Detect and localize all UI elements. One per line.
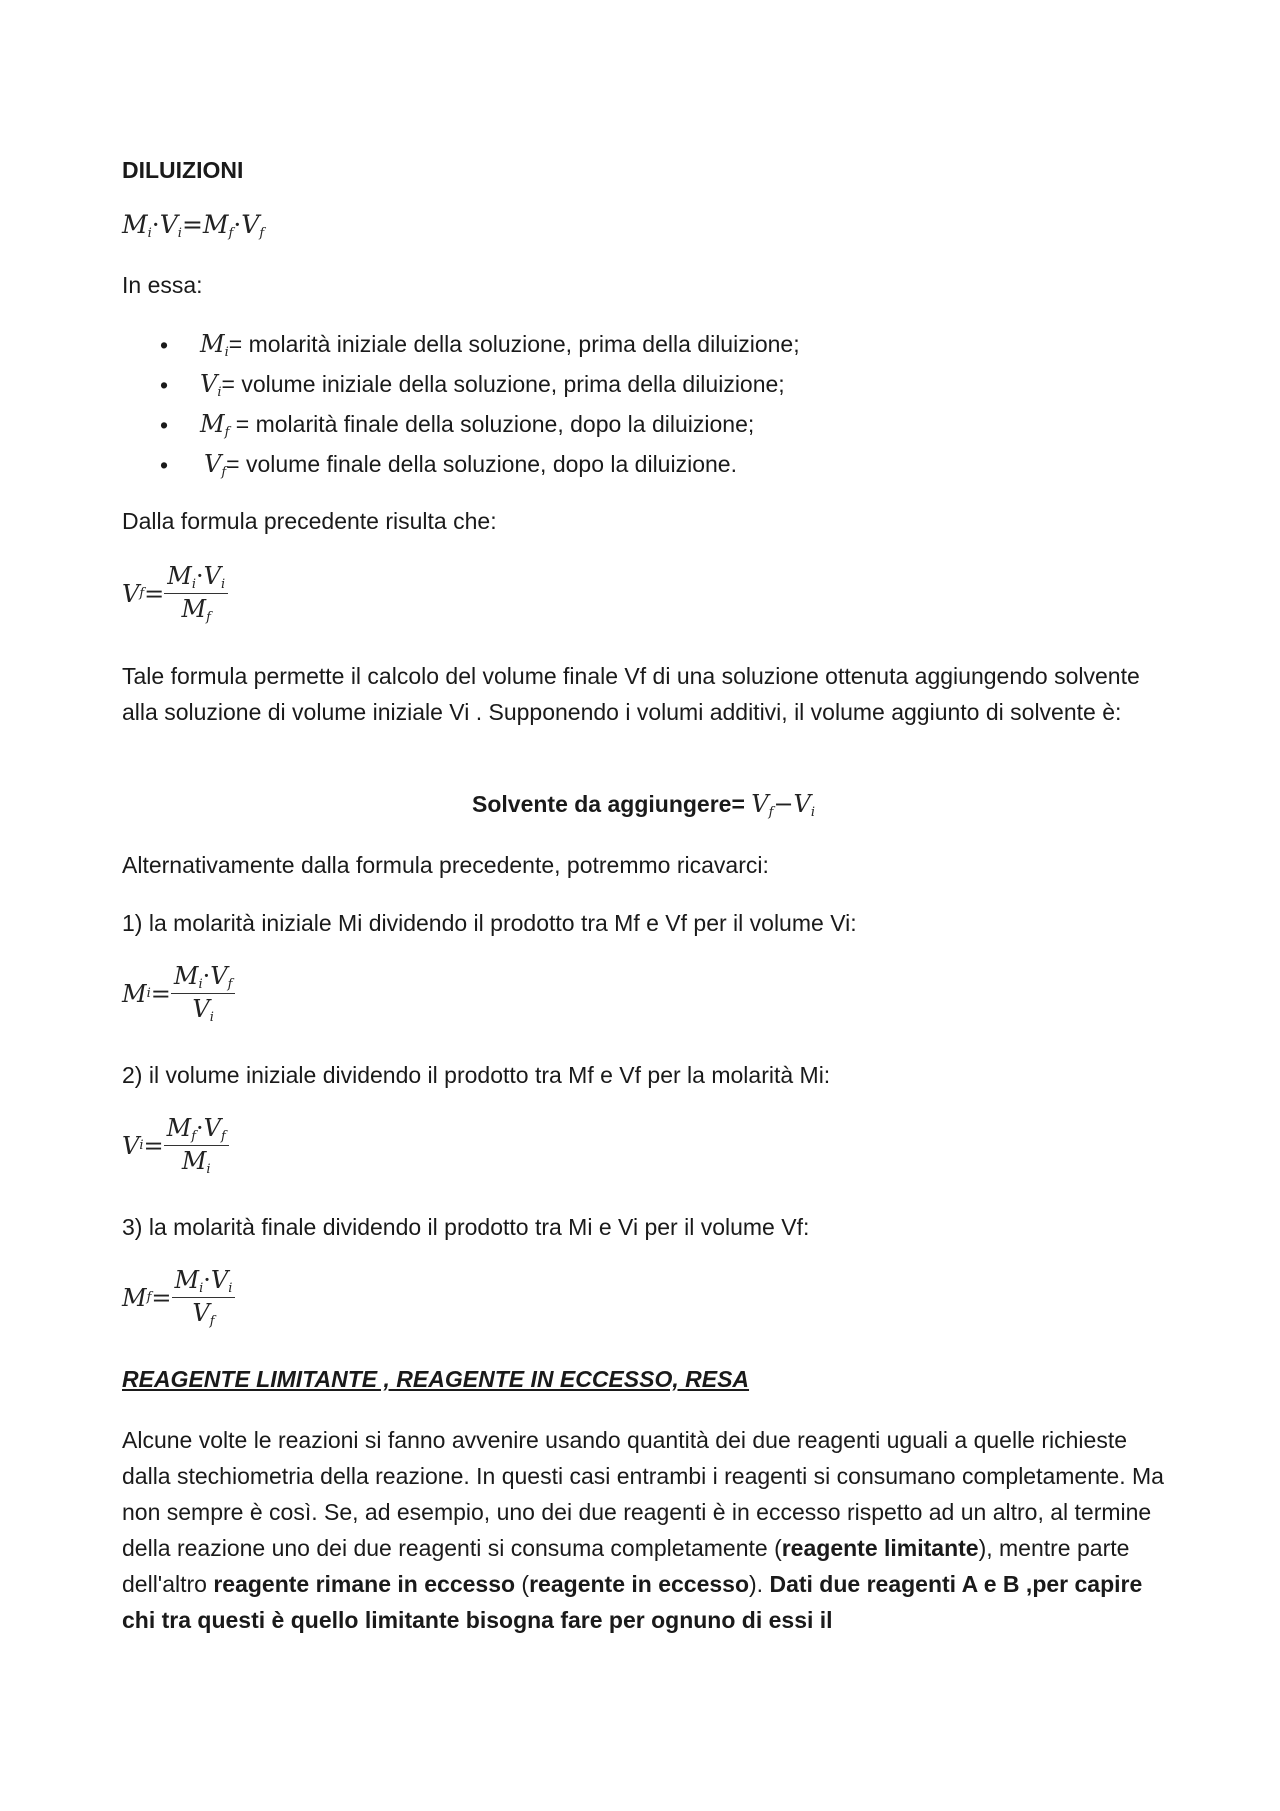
heading-reagente: REAGENTE LIMITANTE , REAGENTE IN ECCESSO, RESA [122,1366,750,1392]
list-item: $V_i=$ volume iniziale della soluzione, prima della diluizione; [200,370,785,400]
result-intro: Dalla formula precedente risulta che: [122,508,497,534]
bullet-marker: • [160,332,169,358]
equation-vf: V f = $\frac{M_i\cdot V_i}{M_f}$ [122,562,228,625]
equation-3: M f = $\frac{M_i\cdot V_i}{V_f}$ [122,1266,235,1329]
bullet-marker: • [160,372,169,398]
main-formula: $M_i\cdot V_i=M_f\cdot V_f$ [122,210,265,241]
equation-1: M i = $\frac{M_i\cdot V_f}{V_i}$ [122,962,235,1025]
solvente-line: Solvente da aggiungere= $V_f-V_i$ [472,790,816,820]
list-item: $M_i=$ molarità iniziale della soluzione, prima della diluizione; [200,330,800,360]
paragraph-reagente: Alcune volte le reazioni si fanno avvenire usando quantità dei due reagenti uguali a quelle richieste dalla stechiometria della reazione. In questi casi entrambi i reagenti si consumano completamente. Ma non sempre è così. Se, ad esempio, uno dei due reagenti è in eccesso rispetto ad un altro, al termine della reazione uno dei due reagenti si consuma completamente (reagente limitante), mentre parte dell'altro reagente rimane in eccesso (reagente in eccesso). Dati due reagenti A e B ,per capire chi tra questi è quello limitante bisogna fare per ognuno di essi il [122,1427,1164,1633]
case-3-text: 3) la molarità finale dividendo il prodotto tra Mi e Vi per il volume Vf: [122,1214,810,1240]
equation-2: V i = $\frac{M_f\cdot V_f}{M_i}$ [122,1114,229,1177]
case-1-text: 1) la molarità iniziale Mi dividendo il prodotto tra Mf e Vf per il volume Vi: [122,910,857,936]
alt-intro: Alternativamente dalla formula precedente, potremmo ricavarci: [122,852,769,878]
list-item: $V_f=$ volume finale della soluzione, dopo la diluizione. [204,450,737,480]
bullet-marker: • [160,412,169,438]
paragraph-vf: Tale formula permette il calcolo del volume finale Vf di una soluzione ottenuta aggiungendo solvente alla soluzione di volume iniziale Vi . Supponendo i volumi additivi, il volume aggiunto di solvente è: [122,663,1140,725]
heading-diluizioni: DILUIZIONI [122,157,244,183]
intro-text: In essa: [122,272,203,298]
case-2-text: 2) il volume iniziale dividendo il prodotto tra Mf e Vf per la molarità Mi: [122,1062,831,1088]
bullet-marker: • [160,452,169,478]
list-item: $M_f$ = molarità finale della soluzione, dopo la diluizione; [200,410,755,440]
